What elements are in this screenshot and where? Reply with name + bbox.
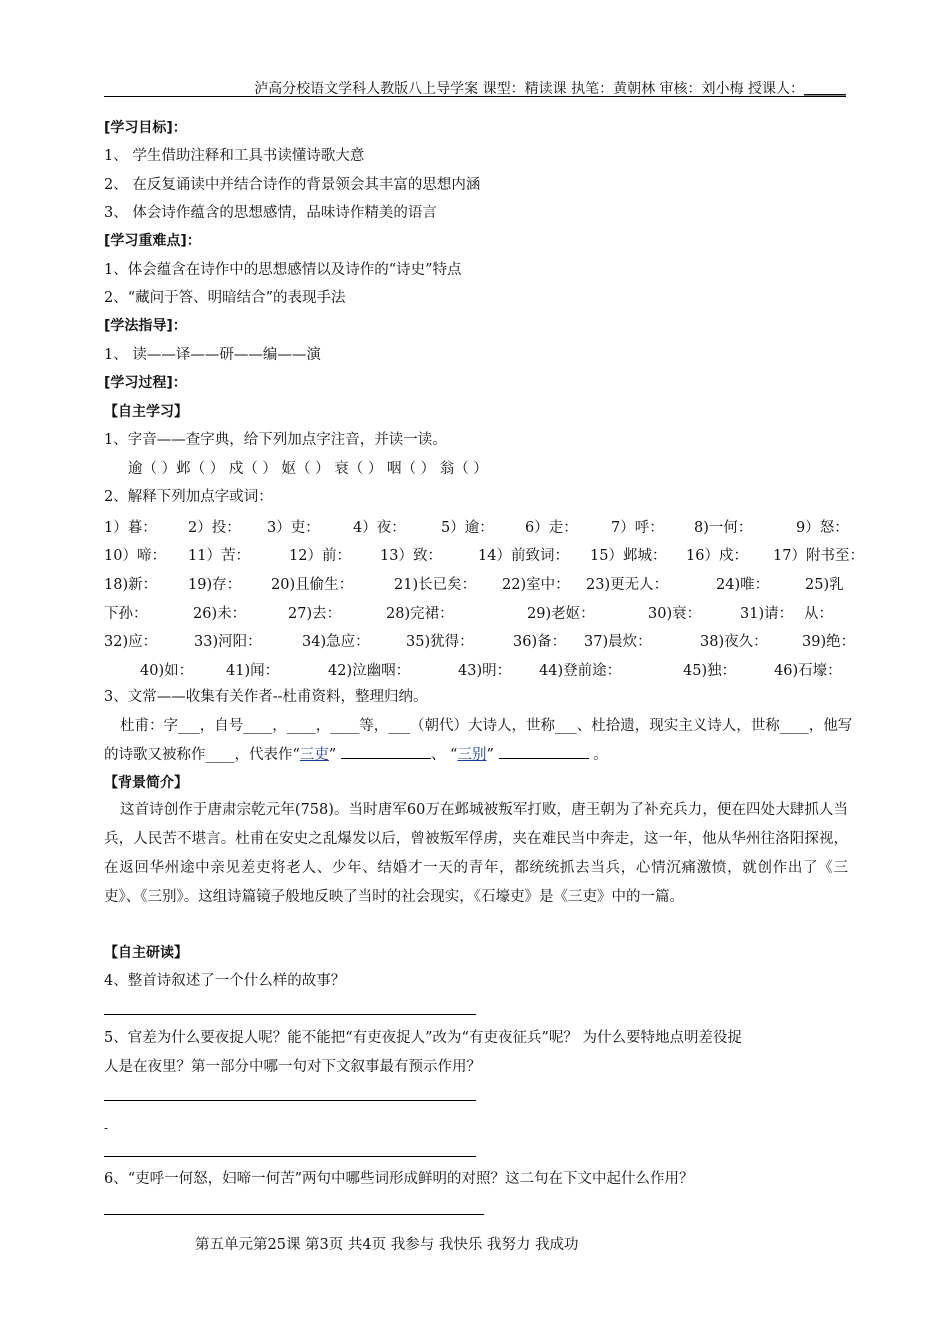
- header-text: 泸高分校语文学科人教版八上导学案 课型：精读课 执笔：黄朝林 审核：刘小梅 授课人：: [254, 81, 804, 97]
- vocab-item: 19)存：: [188, 577, 242, 593]
- author-line-1: 杜甫：字___，自号____，____，____等，___（朝代）大诗人，世称___、杜拾遗，现实主义诗人，世称____，他写: [120, 718, 853, 734]
- question-2: 2、解释下列加点字或词：: [104, 489, 273, 505]
- method-heading: [学法指导]：: [104, 318, 187, 334]
- key-points-heading: [学习重难点]：: [104, 233, 201, 249]
- header-teacher-blank: ______: [804, 81, 846, 97]
- answer-line-q4[interactable]: [104, 1014, 476, 1015]
- question-1: 1、字音——查字典，给下列加点字注音，并读一读。: [104, 432, 447, 448]
- vocab-item: 7）呼：: [611, 520, 664, 536]
- vocab-item: 35)犹得：: [406, 634, 474, 650]
- author-line-2-b: ”: [328, 747, 337, 763]
- author-line-2-e: 。: [593, 747, 608, 763]
- vocab-item: 46)石壕：: [774, 663, 842, 679]
- page-header: [104, 78, 846, 97]
- vocab-item: 8)一何：: [694, 520, 753, 536]
- vocab-item: 5）逾：: [441, 520, 494, 536]
- vocab-item: 23)更无人：: [586, 577, 669, 593]
- vocab-item: 32)应：: [104, 634, 158, 650]
- author-line-2: [104, 744, 608, 765]
- process-heading: [学习过程]：: [104, 375, 187, 391]
- research-heading: 【自主研读】: [104, 945, 188, 961]
- pronunciation-chars: 逾（ ）邺（ ） 戍（ ） 妪（ ） 衰（ ） 咽（ ） 翁（ ）: [128, 461, 488, 477]
- vocab-item: 9）怒：: [796, 520, 849, 536]
- vocab-item: 43)明：: [458, 663, 512, 679]
- key-point-2: 2、“藏问于答、明暗结合”的表现手法: [104, 290, 346, 306]
- page-footer: 第五单元第25课 第3页 共4页 我参与 我快乐 我努力 我成功: [195, 1237, 579, 1253]
- vocab-item: 29)老妪：: [527, 606, 595, 622]
- background-heading: 【背景简介】: [104, 775, 188, 791]
- vocab-item: 2）投：: [188, 520, 241, 536]
- self-study-heading: 【自主学习】: [104, 404, 188, 420]
- vocab-item: 14）前致词：: [478, 548, 569, 564]
- vocab-item: 15）邺城：: [590, 548, 667, 564]
- question-3: 3、文常——收集有关作者--杜甫资料，整理归纳。: [104, 689, 428, 705]
- vocab-item: 38)夜久：: [700, 634, 768, 650]
- vocab-item: 36)备：: [513, 634, 567, 650]
- background-paragraph: 这首诗创作于唐肃宗乾元年(758)。当时唐军60万在邺城被叛军打败，唐王朝为了补充兵力，便在四处大肆抓人当兵，人民苦不堪言。杜甫在安史之乱爆发以后，曾被叛军俘虏，夹在难民当中奔走，这一年，他从华州往洛阳探视，在返回华州途中亲见差吏将老人、少年、结婚才一天的青年，都统统抓去当兵，心情沉痛激愤，就创作出了《三吏》、《三别》。这组诗篇镜子般地反映了当时的社会现实，《石壕吏》是《三吏》中的一篇。: [104, 802, 848, 905]
- vocab-item: 41)闻：: [226, 663, 280, 679]
- answer-line-q6[interactable]: [104, 1214, 484, 1215]
- vocab-item: 13）致：: [380, 548, 442, 564]
- goal-item-1: 1、 学生借助注释和工具书读懂诗歌大意: [104, 148, 365, 164]
- answer-line-q5-2[interactable]: [104, 1156, 476, 1157]
- vocab-item: 18)新：: [104, 577, 158, 593]
- vocab-item: 从：: [804, 606, 833, 622]
- vocab-item: 25)乳: [805, 577, 844, 593]
- works-blank-1[interactable]: [341, 744, 431, 759]
- vocab-item: 30)衰：: [648, 606, 702, 622]
- vocab-item: 33)河阳：: [194, 634, 262, 650]
- vocab-item: 39)绝：: [802, 634, 856, 650]
- vocab-item: 下孙：: [104, 606, 148, 622]
- link-san-bie[interactable]: 三别: [457, 747, 487, 763]
- vocab-item: 6）走：: [525, 520, 578, 536]
- vocab-item: 31)请：: [740, 606, 794, 622]
- works-blank-2[interactable]: [499, 744, 589, 759]
- author-line-2-c: 、 “: [430, 747, 458, 763]
- key-point-1: 1、体会蕴含在诗作中的思想感情以及诗作的“诗史”特点: [104, 262, 462, 278]
- question-5-line-2: 人是在夜里？第一部分中哪一句对下文叙事最有预示作用？: [104, 1059, 481, 1075]
- author-line-2-a: 的诗歌又被称作____，代表作“: [104, 747, 300, 763]
- vocab-item: 26)未：: [193, 606, 247, 622]
- vocab-item: 12）前：: [289, 548, 351, 564]
- method-item: 1、 读——译——研——编——演: [104, 347, 321, 363]
- vocab-item: 37)晨炊：: [584, 634, 652, 650]
- vocab-item: 4）夜：: [353, 520, 406, 536]
- goals-heading: [学习目标]：: [104, 120, 187, 136]
- vocab-item: 11）苦：: [188, 548, 250, 564]
- vocab-item: 22)室中：: [502, 577, 570, 593]
- vocab-item: 16）戍：: [686, 548, 748, 564]
- goal-item-2: 2、 在反复诵读中并结合诗作的背景领会其丰富的思想内涵: [104, 177, 481, 193]
- author-line-2-d: ”: [486, 747, 494, 763]
- answer-line-q5-1[interactable]: [104, 1100, 476, 1101]
- link-san-li[interactable]: 三吏: [299, 747, 329, 763]
- vocab-item: 10）啼：: [104, 548, 166, 564]
- question-5-line-1: 5、官差为什么要夜捉人呢？能不能把“有吏夜捉人”改为“有吏夜征兵”呢？ 为什么要特地点明差役捉: [104, 1030, 742, 1046]
- vocab-item: 20)且偷生：: [271, 577, 354, 593]
- vocab-item: 40)如：: [140, 663, 194, 679]
- question-4: 4、整首诗叙述了一个什么样的故事？: [104, 973, 346, 989]
- vocab-item: 17）附书至：: [773, 548, 864, 564]
- vocab-item: 34)急应：: [302, 634, 370, 650]
- vocab-item: 42)泣幽咽：: [328, 663, 411, 679]
- vocab-item: 21)长已矣：: [394, 577, 477, 593]
- question-6: 6、“吏呼一何怒，妇啼一何苦”两句中哪些词形成鲜明的对照？这二句在下文中起什么作用？: [104, 1171, 694, 1187]
- vocab-item: 3）吏：: [267, 520, 320, 536]
- vocab-item: 24)唯：: [716, 577, 770, 593]
- vocab-item: 27)去：: [288, 606, 342, 622]
- vocab-item: 1）暮：: [104, 520, 157, 536]
- vocab-item: 45)独：: [683, 663, 737, 679]
- stray-dash: -: [104, 1121, 109, 1135]
- vocab-item: 44)登前途：: [539, 663, 622, 679]
- vocab-item: 28)完裙：: [386, 606, 454, 622]
- goal-item-3: 3、 体会诗作蕴含的思想感情，品味诗作精美的语言: [104, 205, 437, 221]
